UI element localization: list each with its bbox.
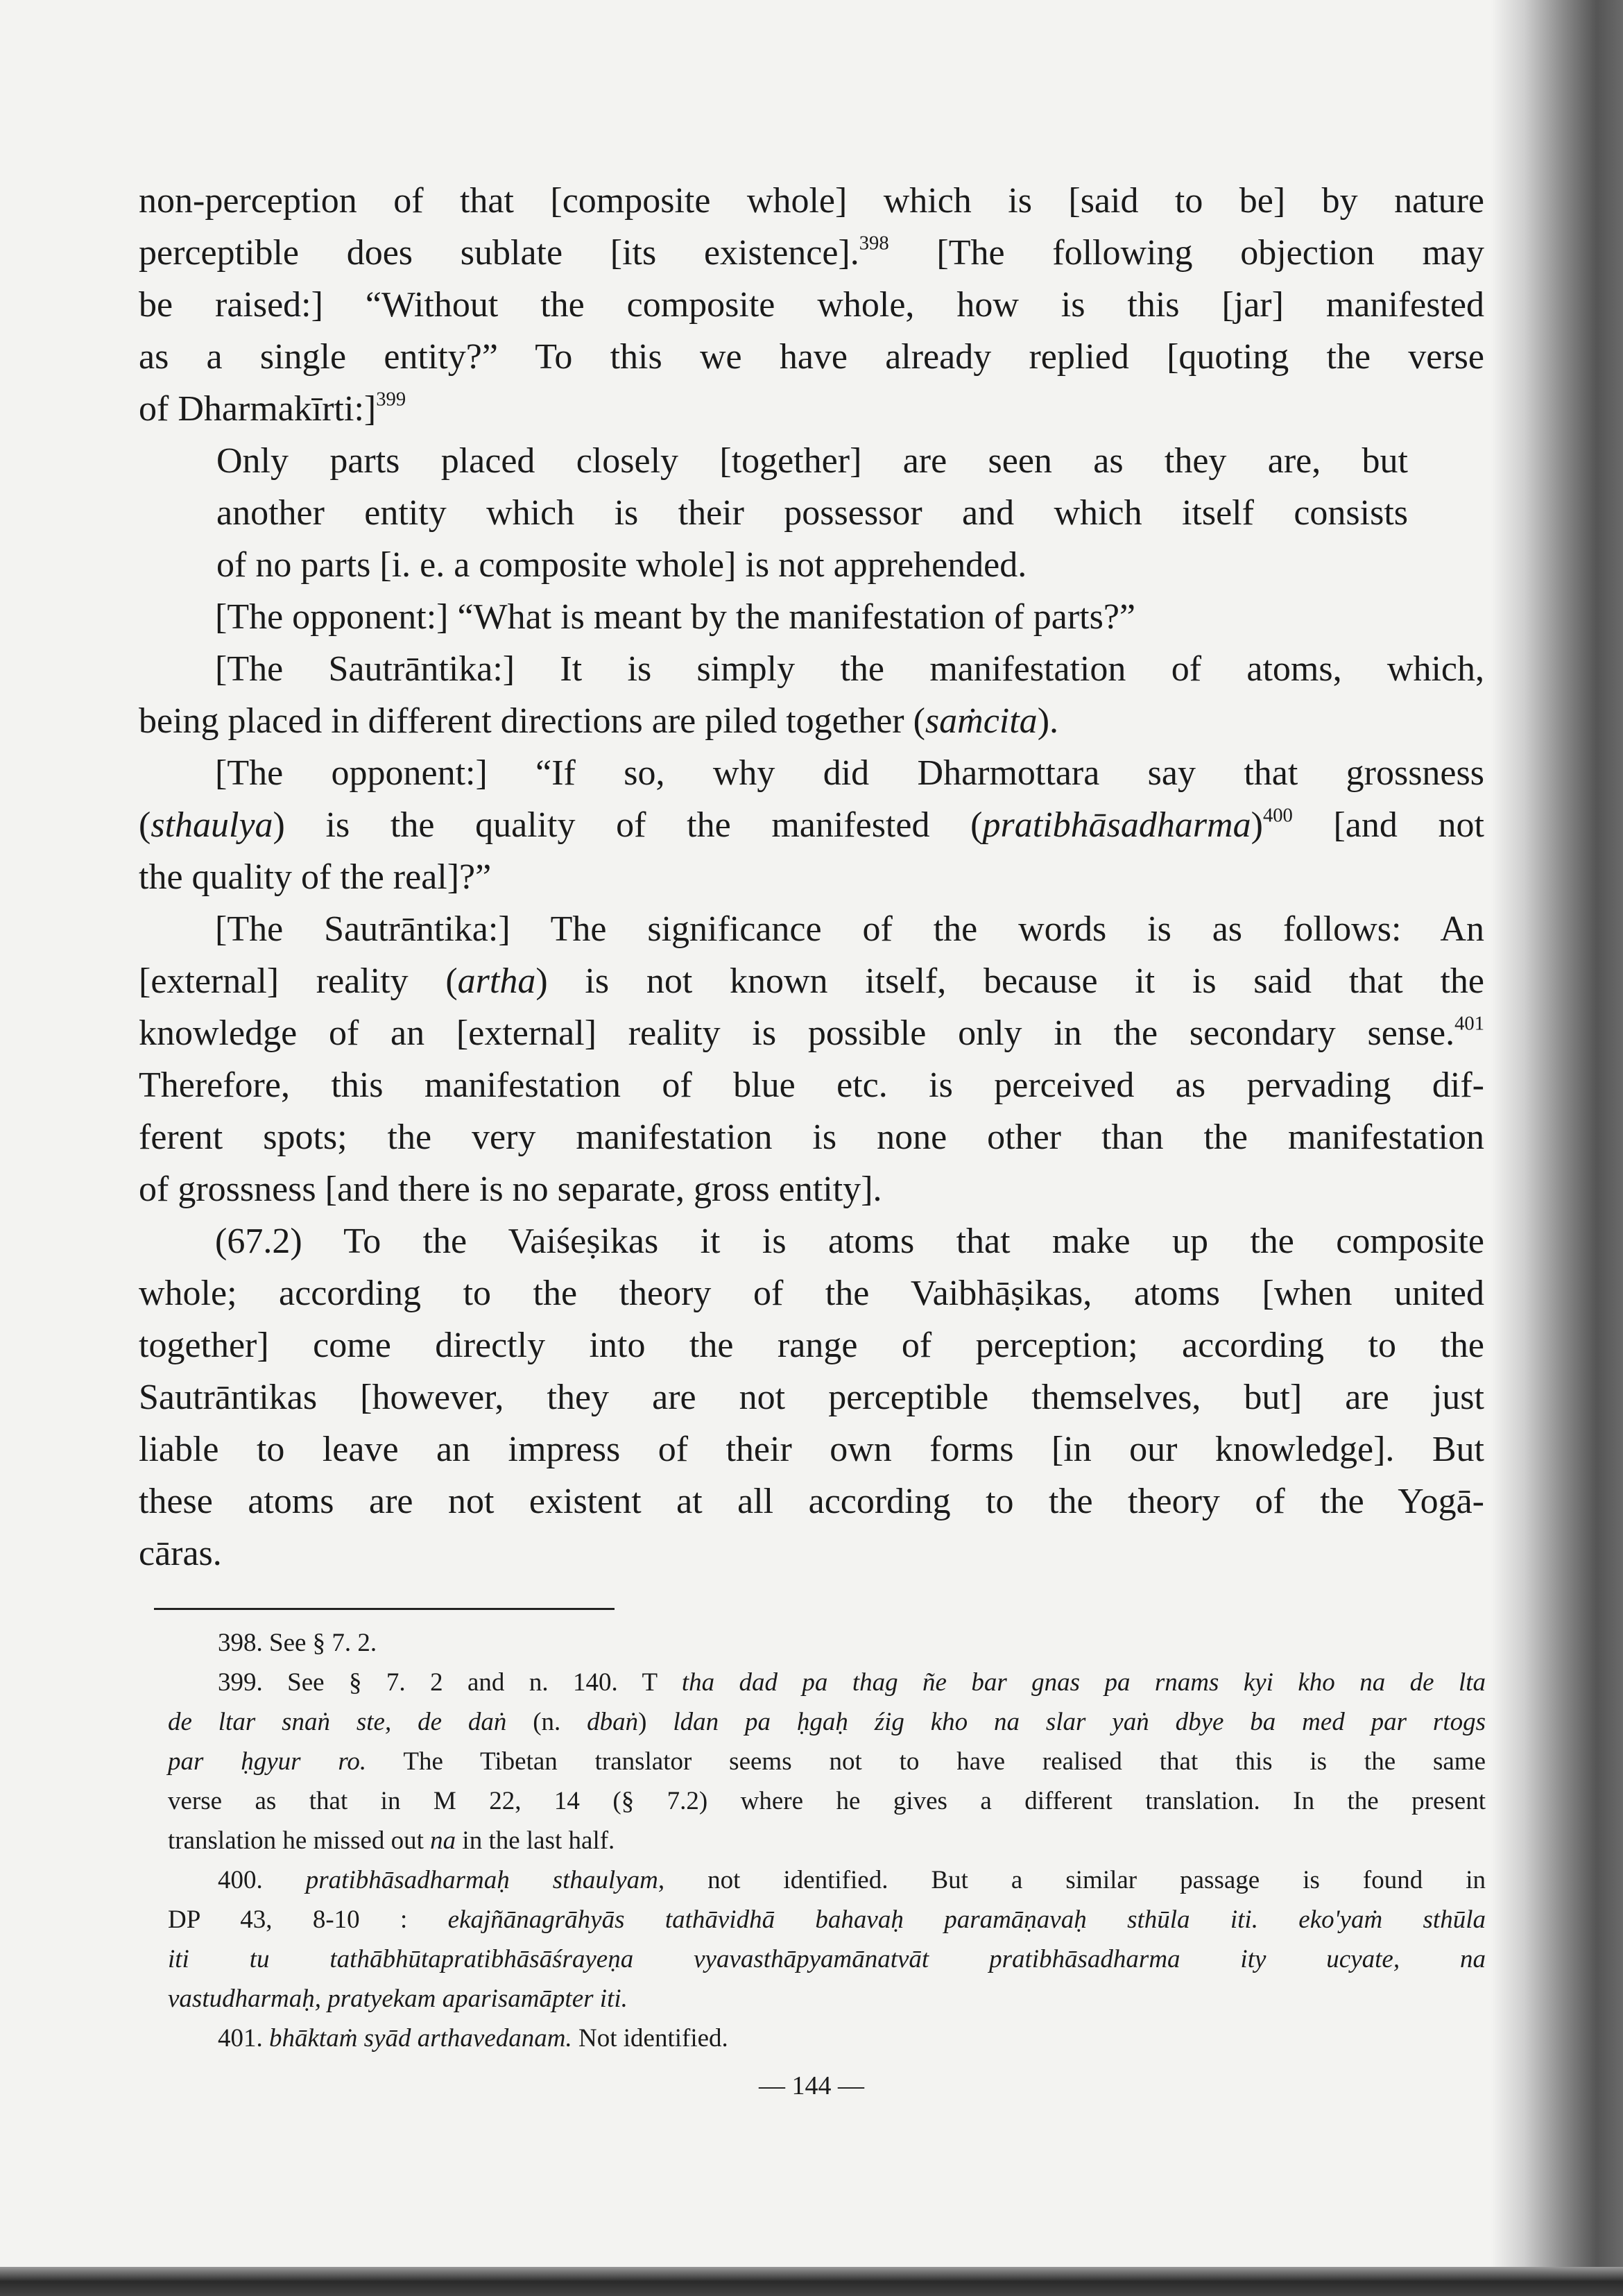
footnote-rule [154, 1608, 615, 1610]
text-line [139, 539, 1484, 591]
text-line [139, 1475, 1484, 1527]
text-line [139, 487, 1484, 539]
text-run: ferent spots; the very manifestation is none other than the manifestation [139, 1117, 1484, 1157]
footnote [168, 2019, 1486, 2058]
footnote [168, 1623, 1486, 1663]
italic-term: par ḥgyur ro. [168, 1747, 367, 1776]
text-run: ) is not known itself, because it is said that the [535, 961, 1484, 1001]
italic-term: ldan pa ḥgaḥ źig kho na slar yaṅ dbye ba med par rtogs [673, 1708, 1486, 1736]
text-run: Therefore, this manifestation of blue etc. is perceived as pervading dif- [139, 1065, 1484, 1105]
text-line [139, 747, 1484, 799]
text-run: Sautrāntikas [however, they are not perceptible themselves, but] are just [139, 1378, 1484, 1417]
text-run: together] come directly into the range of perception; according to the [139, 1326, 1484, 1365]
footnote-ref: 398 [859, 232, 889, 255]
text-run: 398. See § 7. 2. [218, 1629, 377, 1657]
text-run: 400. [218, 1866, 306, 1894]
text-line [139, 955, 1484, 1007]
text-line [139, 1059, 1484, 1111]
paragraph [139, 903, 1484, 1215]
text-line [139, 851, 1484, 903]
text-line [139, 1007, 1484, 1059]
italic-term: sthaulya [151, 805, 273, 845]
footnote-ref: 400 [1262, 805, 1293, 827]
text-run: [external] reality ( [139, 961, 458, 1001]
paragraph [139, 591, 1484, 643]
italic-term: bhāktaṁ syād arthavedanam. [269, 2024, 572, 2053]
text-run: The Tibetan translator seems not to have realised that this is the same [366, 1747, 1486, 1776]
text-line [168, 1742, 1486, 1781]
text-run: [The opponent:] “What is meant by the manifestation of parts?” [215, 597, 1135, 637]
text-line [139, 383, 1484, 435]
text-run: these atoms are not existent at all according to the theory of the Yogā- [139, 1482, 1484, 1521]
paragraph [139, 175, 1484, 435]
text-run: [and not [1292, 805, 1485, 845]
text-run: verse as that in M 22, 14 (§ 7.2) where he gives a different translation. In the present [168, 1787, 1486, 1815]
italic-term: saṁcita [925, 701, 1038, 741]
text-line [139, 695, 1484, 747]
paragraph [139, 1215, 1484, 1579]
text-line [139, 1111, 1484, 1163]
text-line [139, 903, 1484, 955]
footnote-ref: 401 [1454, 1013, 1484, 1035]
text-line [168, 1623, 1486, 1663]
binding-shadow [1491, 0, 1623, 2296]
text-run: (67.2) To the Vaiśeṣikas it is atoms that make up the composite [215, 1222, 1484, 1261]
text-run: [The following objection may [888, 233, 1484, 273]
text-run: ( [139, 805, 151, 845]
text-run: ). [1037, 701, 1059, 741]
italic-term: tha dad pa thag ñe bar gnas pa rnams kyi kho na de lta [681, 1668, 1486, 1697]
text-run: perceptible does sublate [its existence]. [139, 233, 859, 273]
text-run: [The Sautrāntika:] The significance of the words is as follows: An [215, 909, 1484, 949]
scan-edge-bottom [0, 2267, 1623, 2296]
footnote [168, 1860, 1486, 2019]
text-run: cāras. [139, 1534, 222, 1573]
italic-term: ekajñānagrāhyās tathāvidhā bahavaḥ paramāṇavaḥ sthūla iti. eko'yaṁ sthūla [447, 1905, 1486, 1934]
text-run: in the last half. [456, 1826, 615, 1855]
text-run: Only parts placed closely [together] are seen as they are, but [216, 441, 1408, 481]
text-run: whole; according to the theory of the Vaibhāṣikas, atoms [when united [139, 1274, 1484, 1313]
text-line [139, 1423, 1484, 1475]
italic-term: artha [457, 961, 536, 1001]
text-run: of Dharmakīrti:] [139, 389, 377, 429]
text-line [139, 227, 1484, 279]
verse-quote [139, 435, 1484, 591]
text-line [139, 1163, 1484, 1215]
main-text [139, 175, 1484, 1579]
text-line [139, 1319, 1484, 1371]
text-line [168, 1900, 1486, 1939]
italic-term: dbaṅ [587, 1708, 639, 1736]
text-line [168, 1939, 1486, 1979]
text-line [139, 1267, 1484, 1319]
text-run: ) [638, 1708, 673, 1736]
italic-term: vastudharmaḥ, pratyekam aparisamāpter iti. [168, 1985, 628, 2013]
text-run: not identified. But a similar passage is found in [664, 1866, 1486, 1894]
paragraph [139, 643, 1484, 747]
text-run: (n. [506, 1708, 587, 1736]
text-line [139, 1527, 1484, 1579]
text-run: 401. [218, 2024, 269, 2053]
text-line [168, 1979, 1486, 2019]
text-line [139, 1371, 1484, 1423]
text-run: translation he missed out [168, 1826, 431, 1855]
text-line [139, 279, 1484, 331]
text-line [139, 331, 1484, 383]
text-run: ) [1251, 805, 1263, 845]
text-line [168, 2019, 1486, 2058]
text-run: Not identified. [572, 2024, 728, 2053]
text-run: the quality of the real]?” [139, 857, 492, 897]
text-run: of grossness [and there is no separate, gross entity]. [139, 1170, 882, 1209]
text-line [168, 1821, 1486, 1860]
text-run: 399. See § 7. 2 and n. 140. T [218, 1668, 682, 1697]
text-run: [The opponent:] “If so, why did Dharmottara say that grossness [215, 753, 1484, 793]
text-run: as a single entity?” To this we have already replied [quoting the verse [139, 337, 1484, 377]
footnote-ref: 399 [376, 388, 406, 411]
text-line [139, 435, 1484, 487]
page-number: — 144 — [759, 2071, 864, 2100]
text-run: of no parts [i. e. a composite whole] is not apprehended. [216, 545, 1027, 585]
italic-term: na [430, 1826, 456, 1855]
footnote [168, 1663, 1486, 1860]
text-run: be raised:] “Without the composite whole, how is this [jar] manifested [139, 285, 1484, 325]
text-line [168, 1702, 1486, 1742]
text-run: knowledge of an [external] reality is possible only in the secondary sense. [139, 1013, 1455, 1053]
text-line [139, 591, 1484, 643]
italic-term: pratibhāsadharmaḥ sthaulyam, [305, 1866, 665, 1894]
italic-term: iti tu tathābhūtapratibhāsāśrayeṇa vyavasthāpyamānatvāt pratibhāsadharma ity ucyate, na [168, 1945, 1486, 1973]
text-line [139, 1215, 1484, 1267]
text-run: another entity which is their possessor and which itself consists [216, 493, 1408, 533]
text-line [168, 1663, 1486, 1702]
text-line [139, 175, 1484, 227]
text-run: [The Sautrāntika:] It is simply the manifestation of atoms, which, [215, 649, 1484, 689]
italic-term: de ltar snaṅ ste, de daṅ [168, 1708, 507, 1736]
text-line [168, 1781, 1486, 1821]
text-line [139, 799, 1484, 851]
text-line [168, 1860, 1486, 1900]
text-run: DP 43, 8-10 : [168, 1905, 448, 1934]
text-run: liable to leave an impress of their own forms [in our knowledge]. But [139, 1430, 1484, 1469]
footnotes [168, 1623, 1486, 2058]
italic-term: pratibhāsadharma [982, 805, 1251, 845]
paragraph [139, 747, 1484, 903]
text-line [139, 643, 1484, 695]
text-run: non-perception of that [composite whole] which is [said to be] by nature [139, 181, 1484, 221]
text-run: ) is the quality of the manifested ( [273, 805, 983, 845]
text-run: being placed in different directions are piled together ( [139, 701, 925, 741]
